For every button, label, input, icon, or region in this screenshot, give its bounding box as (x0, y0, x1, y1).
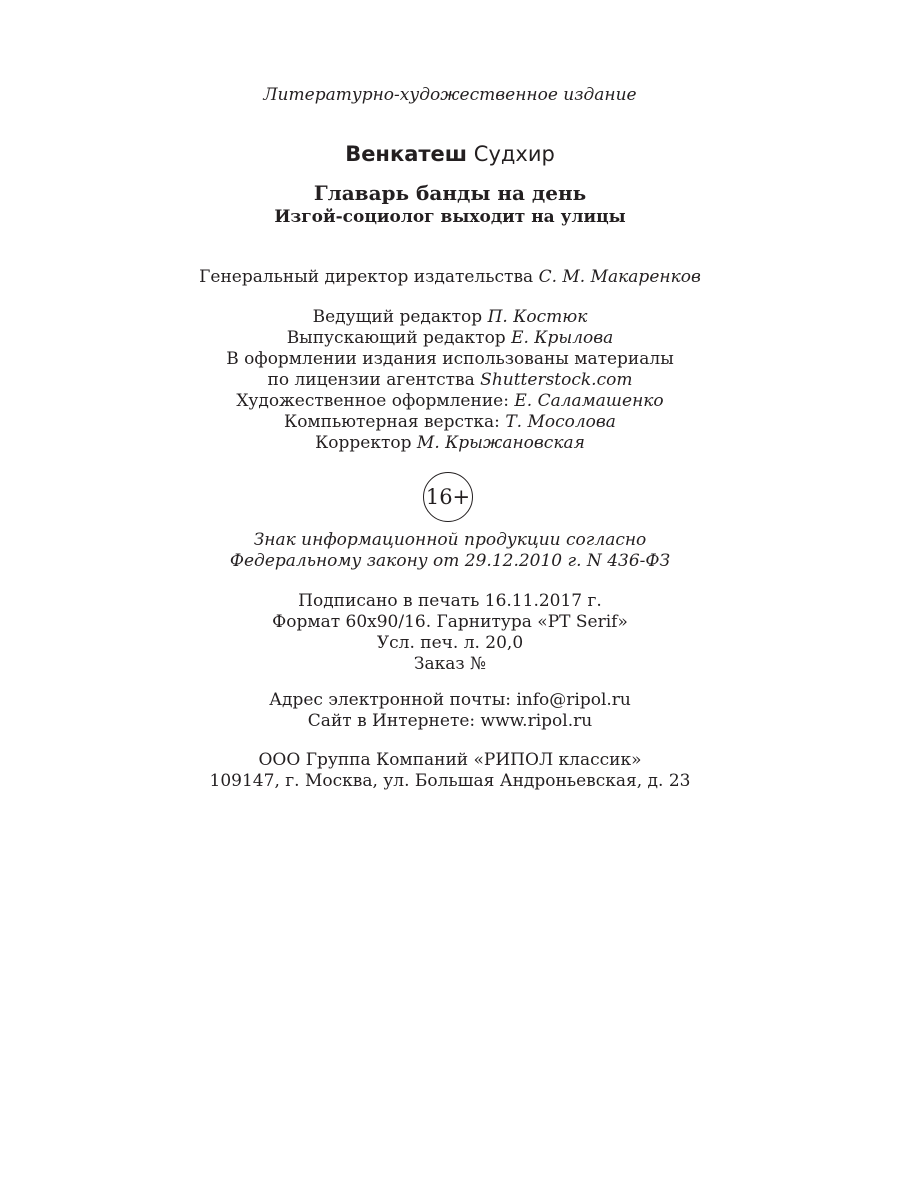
release-editor-role: Выпускающий редактор (286, 328, 506, 348)
art-design-name: Е. Саламашенко (514, 391, 664, 411)
publisher-info (0, 750, 900, 792)
print-format: Формат 60x90/16. Гарнитура «PT Serif» (272, 612, 628, 632)
art-design-line (0, 391, 900, 412)
layout-line (0, 412, 900, 433)
age-rating-badge: 16+ (423, 472, 473, 522)
materials-line-1: В оформлении издания использованы материалы (226, 349, 674, 369)
author-surname: Венкатеш (345, 142, 468, 166)
lead-editor-role: Ведущий редактор (312, 307, 483, 327)
site-line: Сайт в Интернете: www.ripol.ru (307, 711, 593, 731)
release-editor-name: Е. Крылова (511, 328, 614, 348)
author-given-name: Судхир (473, 142, 555, 166)
age-rating-notice (0, 530, 900, 572)
proofreader-name: М. Крыжановская (416, 433, 585, 453)
publisher-address: 109147, г. Москва, ул. Большая Андроньевская, д. 23 (209, 771, 691, 791)
director-name: С. М. Макаренков (538, 267, 701, 287)
layout-role: Компьютерная верстка: (284, 412, 500, 432)
publisher-name: ООО Группа Компаний «РИПОЛ классик» (258, 750, 642, 770)
notice-line-1: Знак информационной продукции согласно (253, 530, 647, 550)
materials-agency: Shutterstock.com (480, 370, 633, 390)
email-line: Адрес электронной почты: info@ripol.ru (269, 690, 631, 710)
author-name (0, 140, 900, 168)
print-signed: Подписано в печать 16.11.2017 г. (298, 591, 602, 611)
staff-credits (0, 307, 900, 454)
art-design-role: Художественное оформление: (236, 391, 509, 411)
print-details (0, 591, 900, 675)
book-title: Главарь банды на день (313, 181, 587, 205)
lead-editor-line (0, 307, 900, 328)
release-editor-line (0, 328, 900, 349)
materials-line-2 (0, 370, 900, 391)
print-order: Заказ № (413, 654, 487, 674)
contacts (0, 690, 900, 732)
book-subtitle: Изгой-социолог выходит на улицы (274, 207, 626, 227)
notice-line-2: Федеральному закону от 29.12.2010 г. N 436-ФЗ (229, 551, 671, 571)
director-line (0, 267, 900, 288)
edition-type: Литературно-художественное издание (263, 85, 637, 105)
age-rating-area (0, 472, 900, 526)
title-block (0, 180, 900, 228)
proofreader-line (0, 433, 900, 454)
print-sheets: Усл. печ. л. 20,0 (376, 633, 524, 653)
proofreader-role: Корректор (315, 433, 412, 453)
materials-prefix: по лицензии агентства (267, 370, 475, 390)
lead-editor-name: П. Костюк (487, 307, 588, 327)
layout-name: Т. Мосолова (505, 412, 616, 432)
director-role: Генеральный директор издательства (199, 267, 534, 287)
